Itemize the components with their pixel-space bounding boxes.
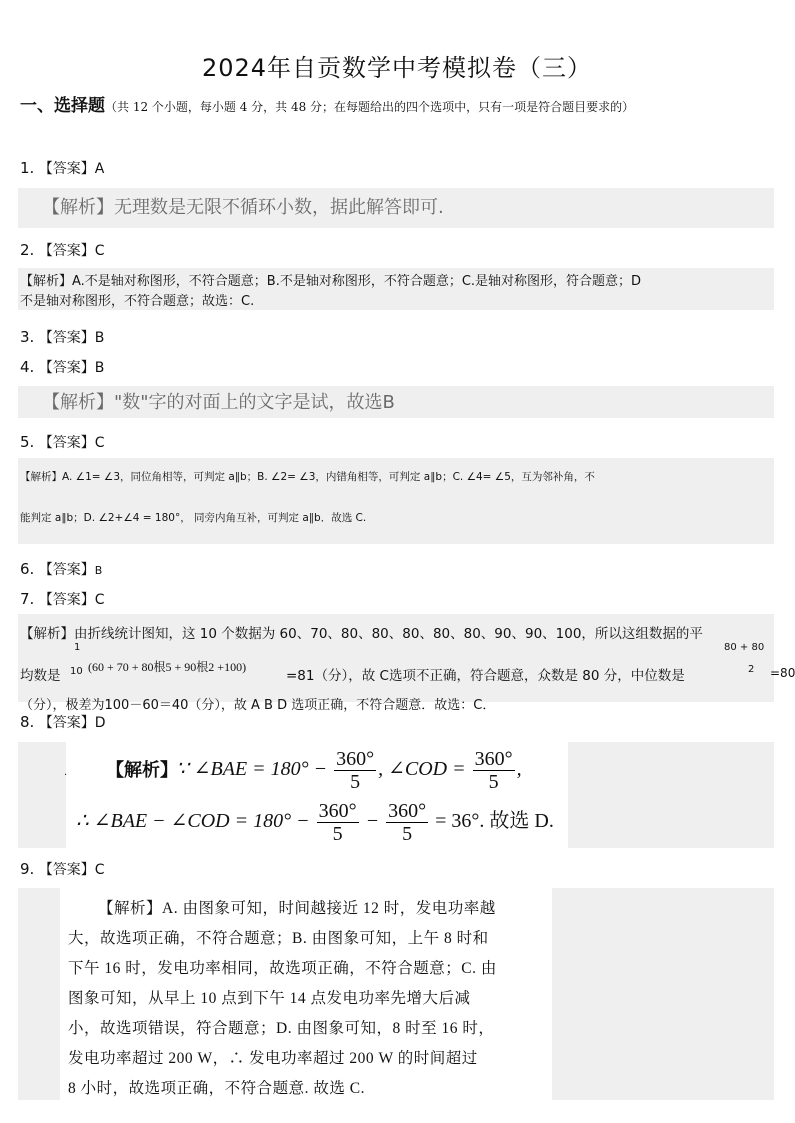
explanation-8-label: 【解析】 bbox=[106, 760, 178, 781]
explanation-9-image bbox=[60, 888, 552, 1100]
answer-6: 6. 【答案】B bbox=[20, 560, 103, 578]
explanation-7: 【解析】由折线统计图知，这 10 个数据为 60、70、80、80、80、80、80、90、90、100，所以这组数据的平 1 均数是 10 (60 + 70 + 80根5 + 90根2 +100) =81（分），故 C选项不正确，符合题意，众数是 80 分，中位数是 80 + 80 2 =80 （分），极差为100－60＝40（分），故 A B D 选项正确，不符合题意．故选：C． bbox=[18, 614, 774, 702]
explanation-8-line1: ∵ ∠BAE = 180° − $\frac{360^\circ}{5}$ , ∠COD = $\frac{360^\circ}{5}$ , bbox=[176, 748, 522, 793]
answer-2: 2. 【答案】C bbox=[20, 241, 105, 259]
page-title: 2024年自贡数学中考模拟卷（三） bbox=[201, 54, 593, 82]
explanation-8-line2: ∴ ∠BAE − ∠COD = 180° − $\frac{360^\circ}{5}$ − $\frac{360^\circ}{5}$ = 36°. 故选 D. bbox=[76, 800, 554, 845]
answer-9: 9. 【答案】C bbox=[20, 860, 105, 878]
explanation-8-image: · 【解析】 ∵ ∠BAE = 180° − $\frac{360^\circ}{5}$ , ∠COD = $\frac{360^\circ}{5}$ , ∴ ∠BAE − ∠COD = 180° − $\frac{360^\circ}{5}$ − $\frac{360^\circ}{5}$ = 36°. 故选 D. bbox=[66, 742, 568, 848]
explanation-2: 【解析】A.不是轴对称图形，不符合题意；B.不是轴对称图形，不符合题意；C.是轴对称图形，符合题意；D 不是轴对称图形，不符合题意；故选：C. bbox=[18, 268, 774, 310]
answer-7: 7. 【答案】C bbox=[20, 590, 105, 608]
section-heading bbox=[20, 96, 780, 117]
explanation-9-text: 【解析】A. 由图象可知，时间越接近 12 时，发电功率越 大，故选项正确，不符合题意；B. 由图象可知，上午 8 时和 下午 16 时，发电功率相同，故选项正确，不符合题意；C. 由 图象可知，从早上 10 点到下午 14 点发电功率先增大后减 小，故选项错误，符合题意；D. 由图象可知，8 时至 16 时， 发电功率超过 200 W，∴ 发电功率超过 200 W 的时间超过 8 小时，故选项正确，不符合题意. 故选 C. bbox=[68, 900, 497, 1097]
answer-5: 5. 【答案】C bbox=[20, 433, 105, 451]
section-note: （共 12 个小题，每小题 4 分，共 48 分；在每题给出的四个选项中，只有一项是符合题目要求的） bbox=[105, 100, 635, 114]
answer-1: 1. 【答案】A bbox=[20, 159, 105, 177]
answer-3: 3. 【答案】B bbox=[20, 328, 105, 346]
answer-8: 8. 【答案】D bbox=[20, 713, 106, 731]
section-heading-text: 一、选择题 bbox=[20, 96, 105, 116]
explanation-1: 【解析】无理数是无限不循环小数，据此解答即可. bbox=[18, 188, 774, 228]
explanation-4: 【解析】"数"字的对面上的文字是试，故选B bbox=[18, 386, 774, 418]
explanation-5: 【解析】A. ∠1= ∠3，同位角相等，可判定 a∥b；B. ∠2= ∠3，内错角相等，可判定 a∥b；C. ∠4= ∠5，互为邻补角，不 能判定 a∥b；D. ∠2+∠4 = 180°， 同旁内角互补，可判定 a∥b．故选 C. bbox=[18, 458, 774, 544]
answer-4: 4. 【答案】B bbox=[20, 358, 105, 376]
